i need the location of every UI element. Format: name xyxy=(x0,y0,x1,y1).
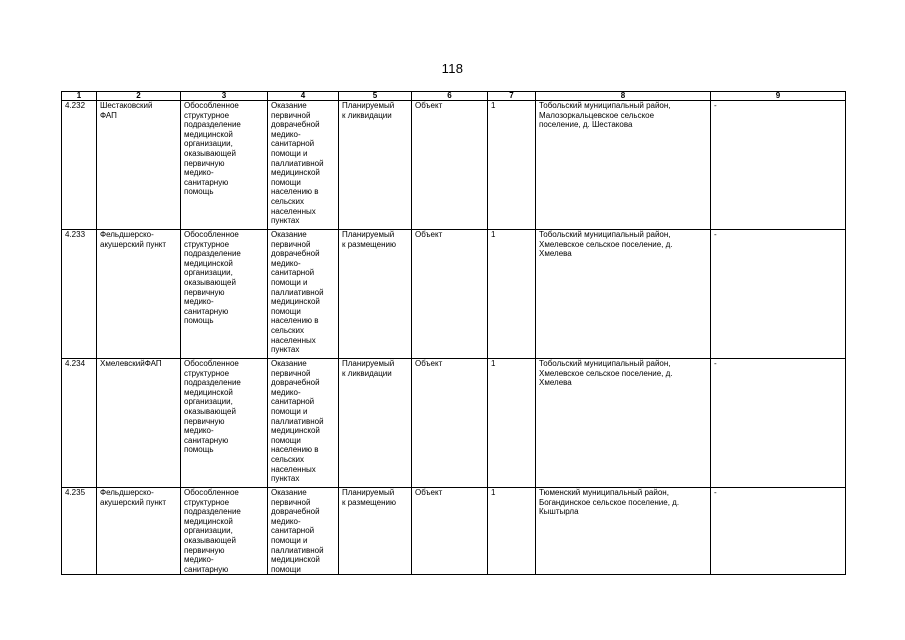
cell-text-line: поселение, д. Шестакова xyxy=(539,120,633,130)
cell-text-line: паллиативной xyxy=(271,545,324,555)
column-header: 6 xyxy=(412,92,488,101)
row-number-cell: 4.232 xyxy=(62,101,97,230)
cell-text-line: к ликвидации xyxy=(342,110,392,120)
cell-text-line: Фельдшерско- xyxy=(100,230,154,239)
cell-text-line: медицинской xyxy=(184,516,233,526)
cell-text-line: первичную xyxy=(184,158,225,168)
cell-text-line: санитарной xyxy=(271,268,315,278)
cell-text-line: оказывающей xyxy=(184,406,236,416)
cell-text-line: медико- xyxy=(184,168,214,178)
cell-text-line: Оказание xyxy=(271,359,307,368)
column-header: 1 xyxy=(62,92,97,101)
cell-text-line: санитарную xyxy=(184,564,229,574)
cell-text-line: структурное xyxy=(184,368,230,378)
cell-text-line: Хмелевское сельское поселение, д. xyxy=(539,368,673,378)
note-cell: - xyxy=(711,488,846,575)
cell-text-line: ХмелевскийФАП xyxy=(100,359,162,368)
facilities-table xyxy=(61,91,846,575)
cell-text-line: первичной xyxy=(271,239,311,249)
column-header: 8 xyxy=(536,92,711,101)
location-cell xyxy=(536,359,711,488)
cell-text-line: Оказание xyxy=(271,101,307,110)
note-cell: - xyxy=(711,230,846,359)
cell-text-line: ФАП xyxy=(100,110,117,120)
cell-text-line: подразделение xyxy=(184,249,241,259)
facility-purpose-cell xyxy=(268,488,339,575)
cell-text-line: подразделение xyxy=(184,120,241,130)
cell-text-line: медико- xyxy=(184,426,214,436)
cell-text-line: санитарной xyxy=(271,526,315,536)
object-kind-cell: Объект xyxy=(412,230,488,359)
cell-text-line: помощи xyxy=(271,435,301,445)
facility-type-cell xyxy=(181,101,268,230)
cell-text-line: Малозоркальцевское сельское xyxy=(539,110,655,120)
cell-text-line: Планируемый xyxy=(342,101,395,110)
cell-text-line: населению в xyxy=(271,187,319,197)
status-cell xyxy=(339,230,412,359)
table-row xyxy=(62,488,846,575)
cell-text-line: Планируемый xyxy=(342,488,395,497)
cell-text-line: оказывающей xyxy=(184,148,236,158)
cell-text-line: помощь xyxy=(184,445,214,455)
column-header: 7 xyxy=(488,92,536,101)
cell-text-line: Тобольский муниципальный район, xyxy=(539,230,671,239)
cell-text-line: паллиативной xyxy=(271,416,324,426)
location-cell xyxy=(536,488,711,575)
note-cell: - xyxy=(711,359,846,488)
cell-text-line: паллиативной xyxy=(271,287,324,297)
cell-text-line: к ликвидации xyxy=(342,368,392,378)
count-cell: 1 xyxy=(488,230,536,359)
cell-text-line: санитарную xyxy=(184,177,229,187)
row-number-cell: 4.233 xyxy=(62,230,97,359)
cell-text-line: пунктах xyxy=(271,345,300,355)
column-header: 2 xyxy=(97,92,181,101)
cell-text-line: помощи и xyxy=(271,148,308,158)
cell-text-line: медико- xyxy=(184,555,214,565)
facility-purpose-cell xyxy=(268,101,339,230)
cell-text-line: помощи и xyxy=(271,277,308,287)
cell-text-line: Тобольский муниципальный район, xyxy=(539,101,671,110)
cell-text-line: медицинской xyxy=(271,168,320,178)
cell-text-line: населению в xyxy=(271,316,319,326)
cell-text-line: помощи xyxy=(271,306,301,316)
column-header: 5 xyxy=(339,92,412,101)
cell-text-line: медицинской xyxy=(271,297,320,307)
cell-text-line: пунктах xyxy=(271,216,300,226)
location-cell xyxy=(536,101,711,230)
status-cell xyxy=(339,359,412,488)
cell-text-line: доврачебной xyxy=(271,120,320,130)
cell-text-line: подразделение xyxy=(184,507,241,517)
cell-text-line: к размещению xyxy=(342,497,396,507)
cell-text-line: населению в xyxy=(271,445,319,455)
cell-text-line: доврачебной xyxy=(271,507,320,517)
cell-text-line: структурное xyxy=(184,497,230,507)
column-header: 4 xyxy=(268,92,339,101)
cell-text-line: населенных xyxy=(271,464,316,474)
cell-text-line: первичную xyxy=(184,416,225,426)
count-cell: 1 xyxy=(488,488,536,575)
facility-type-cell xyxy=(181,230,268,359)
cell-text-line: паллиативной xyxy=(271,158,324,168)
cell-text-line: Оказание xyxy=(271,230,307,239)
cell-text-line: акушерский пункт xyxy=(100,497,167,507)
cell-text-line: Планируемый xyxy=(342,230,395,239)
cell-text-line: Кыштырла xyxy=(539,507,579,517)
cell-text-line: организации, xyxy=(184,397,233,407)
cell-text-line: помощь xyxy=(184,316,214,326)
facility-name-cell xyxy=(97,230,181,359)
header-row xyxy=(62,92,846,101)
cell-text-line: помощи и xyxy=(271,535,308,545)
cell-text-line: Богандинское сельское поселение, д. xyxy=(539,497,680,507)
cell-text-line: организации, xyxy=(184,268,233,278)
cell-text-line: Тобольский муниципальный район, xyxy=(539,359,671,368)
cell-text-line: медико- xyxy=(271,258,301,268)
cell-text-line: медицинской xyxy=(184,387,233,397)
cell-text-line: Фельдшерско- xyxy=(100,488,154,497)
cell-text-line: доврачебной xyxy=(271,249,320,259)
cell-text-line: населенных xyxy=(271,335,316,345)
cell-text-line: структурное xyxy=(184,239,230,249)
cell-text-line: сельских xyxy=(271,196,304,206)
cell-text-line: медико- xyxy=(271,387,301,397)
column-header: 3 xyxy=(181,92,268,101)
object-kind-cell: Объект xyxy=(412,359,488,488)
object-kind-cell: Объект xyxy=(412,101,488,230)
cell-text-line: медицинской xyxy=(184,129,233,139)
cell-text-line: доврачебной xyxy=(271,378,320,388)
cell-text-line: Обособленное xyxy=(184,359,239,368)
cell-text-line: первичную xyxy=(184,287,225,297)
facility-purpose-cell xyxy=(268,359,339,488)
cell-text-line: первичной xyxy=(271,368,311,378)
cell-text-line: Тюменский муниципальный район, xyxy=(539,488,669,497)
cell-text-line: Планируемый xyxy=(342,359,395,368)
facility-name-cell xyxy=(97,488,181,575)
cell-text-line: Хмелева xyxy=(539,378,572,388)
cell-text-line: санитарной xyxy=(271,397,315,407)
cell-text-line: структурное xyxy=(184,110,230,120)
cell-text-line: медико- xyxy=(184,297,214,307)
cell-text-line: Хмелевское сельское поселение, д. xyxy=(539,239,673,249)
location-cell xyxy=(536,230,711,359)
cell-text-line: первичной xyxy=(271,497,311,507)
cell-text-line: медико- xyxy=(271,516,301,526)
cell-text-line: медицинской xyxy=(271,426,320,436)
cell-text-line: помощь xyxy=(184,187,214,197)
cell-text-line: первичную xyxy=(184,545,225,555)
cell-text-line: Обособленное xyxy=(184,101,239,110)
facility-name-cell xyxy=(97,101,181,230)
count-cell: 1 xyxy=(488,101,536,230)
page-number: 118 xyxy=(441,61,464,76)
table-row xyxy=(62,230,846,359)
cell-text-line: санитарную xyxy=(184,435,229,445)
cell-text-line: помощи xyxy=(271,564,301,574)
cell-text-line: подразделение xyxy=(184,378,241,388)
cell-text-line: Обособленное xyxy=(184,230,239,239)
table-row xyxy=(62,359,846,488)
cell-text-line: медицинской xyxy=(271,555,320,565)
cell-text-line: населенных xyxy=(271,206,316,216)
cell-text-line: помощи xyxy=(271,177,301,187)
facility-type-cell xyxy=(181,359,268,488)
cell-text-line: санитарной xyxy=(271,139,315,149)
cell-text-line: Шестаковский xyxy=(100,101,153,110)
facility-name-cell xyxy=(97,359,181,488)
cell-text-line: Хмелева xyxy=(539,249,572,259)
cell-text-line: помощи и xyxy=(271,406,308,416)
table-row xyxy=(62,101,846,230)
cell-text-line: медико- xyxy=(271,129,301,139)
cell-text-line: организации, xyxy=(184,526,233,536)
count-cell: 1 xyxy=(488,359,536,488)
cell-text-line: организации, xyxy=(184,139,233,149)
cell-text-line: первичной xyxy=(271,110,311,120)
row-number-cell: 4.235 xyxy=(62,488,97,575)
cell-text-line: сельских xyxy=(271,454,304,464)
status-cell xyxy=(339,101,412,230)
cell-text-line: пунктах xyxy=(271,474,300,484)
cell-text-line: медицинской xyxy=(184,258,233,268)
facility-purpose-cell xyxy=(268,230,339,359)
row-number-cell: 4.234 xyxy=(62,359,97,488)
cell-text-line: санитарную xyxy=(184,306,229,316)
cell-text-line: акушерский пункт xyxy=(100,239,167,249)
facility-type-cell xyxy=(181,488,268,575)
cell-text-line: оказывающей xyxy=(184,535,236,545)
cell-text-line: Оказание xyxy=(271,488,307,497)
status-cell xyxy=(339,488,412,575)
cell-text-line: оказывающей xyxy=(184,277,236,287)
object-kind-cell: Объект xyxy=(412,488,488,575)
column-header: 9 xyxy=(711,92,846,101)
cell-text-line: к размещению xyxy=(342,239,396,249)
note-cell: - xyxy=(711,101,846,230)
cell-text-line: сельских xyxy=(271,325,304,335)
cell-text-line: Обособленное xyxy=(184,488,239,497)
